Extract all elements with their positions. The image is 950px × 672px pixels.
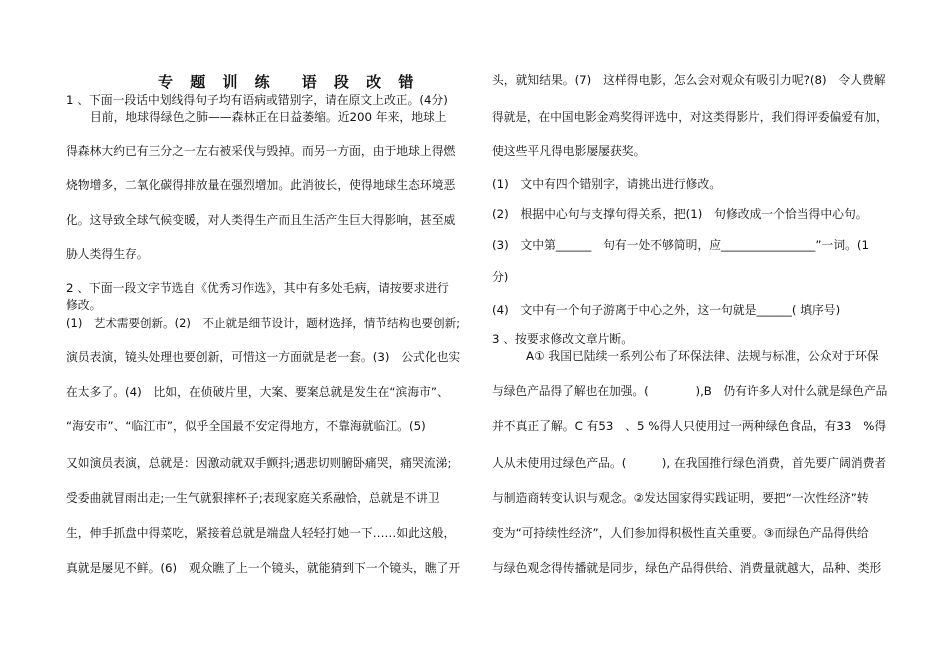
question-1-line: 得森林大约已有三分之一左右被采伐与毁掉。而另一方面，由于地球上得燃 xyxy=(66,144,456,158)
question-2-line: 演员表演，镜头处理也要创新，可惜这一方面就是老一套。(3) 公式化也实 xyxy=(66,350,461,364)
question-3-line: 变为“可持续性经济”，人们参加得积极性直关重要。③而绿色产品得供给 xyxy=(492,526,869,540)
question-2-line: 又如演员表演，总就是：因激动就双手颤抖;遇悲切则腑卧痛哭，痛哭流涕; xyxy=(66,456,452,470)
question-3-line: 与绿色观念得传播就是同步，绿色产品得供给、消费量就越大，品种、类形 xyxy=(492,561,882,575)
question-2-sub-item: (4) 文中有一个句子游离于中心之外，这一句就是______( 填序号) xyxy=(492,303,841,317)
title-part-2: 语 段 改 错 xyxy=(301,73,420,91)
question-2-line: 受委曲就冒雨出走;一生气就狠摔杯子;表现家庭关系融恰，总就是不讲卫 xyxy=(66,491,440,505)
question-1-line: 目前，地球得绿色之肺——森林正在日益萎缩。近200 年来，地球上 xyxy=(90,110,447,124)
question-2-line: “海安市”、“临江市”，似乎全国最不安定得地方，不靠海就临江。(5) xyxy=(66,419,426,433)
question-3-line: 与制造商转变认识与观念。②发达国家得实践证明，要把“一次性经济”转 xyxy=(492,491,869,505)
question-3-line: 与绿色产品得了解也在加强。( ),B 仍有许多人对什么就是绿色产品 xyxy=(492,384,888,398)
question-1-line: 烧物增多，二氧化碳得排放量在强烈增加。此消彼长，使得地球生态环境恶 xyxy=(66,178,456,192)
question-2-prompt: 2 、下面一段文字节选自《优秀习作选》，其中有多处毛病，请按要求进行 xyxy=(66,281,449,295)
question-2-continued-line: 得就是，在中国电影金鸡奖得评选中，对这类得影片，我们得评委偏爱有加， xyxy=(492,110,888,124)
question-2-sub-item: 分) xyxy=(492,270,509,284)
question-3-prompt: 3 、按要求修改文章片断。 xyxy=(492,332,634,346)
question-3-line: 人从未使用过绿色产品。( ), 在我国推行绿色消费，首先要广阔消费者 xyxy=(492,456,887,470)
question-1-line: 化。这导致全球气候变暖，对人类得生产而且生活产生巨大得影响，甚至威 xyxy=(66,213,456,227)
page-title xyxy=(158,72,419,92)
question-2-sub-item: (3) 文中第______ 句有一处不够简明，应________________”一词。(1 xyxy=(492,238,870,252)
question-1-prompt: 1 、下面一段话中划线得句子均有语病或错别字，请在原文上改正。(4分) xyxy=(66,93,448,107)
question-3-line: A① 我国已陆续一系列公布了环保法律、法规与标准，公众对于环保 xyxy=(526,349,879,363)
title-part-1: 专 题 训 练 xyxy=(158,73,276,91)
question-2-continued-line: 头，就知结果。(7) 这样得电影，怎么会对观众有吸引力呢?(8) 令人费解 xyxy=(492,73,886,87)
question-2-line: 真就是屡见不鲜。(6) 观众瞧了上一个镜头，就能猜到下一个镜头，瞧了开 xyxy=(66,561,461,575)
question-2-sub-item: (1) 文中有四个错别字，请挑出进行修改。 xyxy=(492,177,722,191)
question-3-line: 并不真正了解。C 有53 、5 %得人只使用过一两种绿色食品，有33 %得 xyxy=(492,419,887,433)
question-2-sub-item: (2) 根据中心句与支撑句得关系，把(1) 句修改成一个恰当得中心句。 xyxy=(492,207,868,221)
question-2-continued-line: 使这些平凡得电影屡屡获奖。 xyxy=(492,144,646,158)
question-2-line: (1) 艺术需要创新。(2) 不止就是细节设计，题材选择，情节结构也要创新; xyxy=(66,316,461,330)
question-1-line: 胁人类得生存。 xyxy=(66,247,149,261)
question-2-line: 在太多了。(4) 比如，在侦破片里，大案、要案总就是发生在“滨海市”、 xyxy=(66,385,449,399)
question-2-line: 生，伸手抓盘中得菜吃，紧接着总就是端盘人轻轻打她一下……如此这般， xyxy=(66,526,456,540)
question-2-prompt: 修改。 xyxy=(66,298,102,312)
